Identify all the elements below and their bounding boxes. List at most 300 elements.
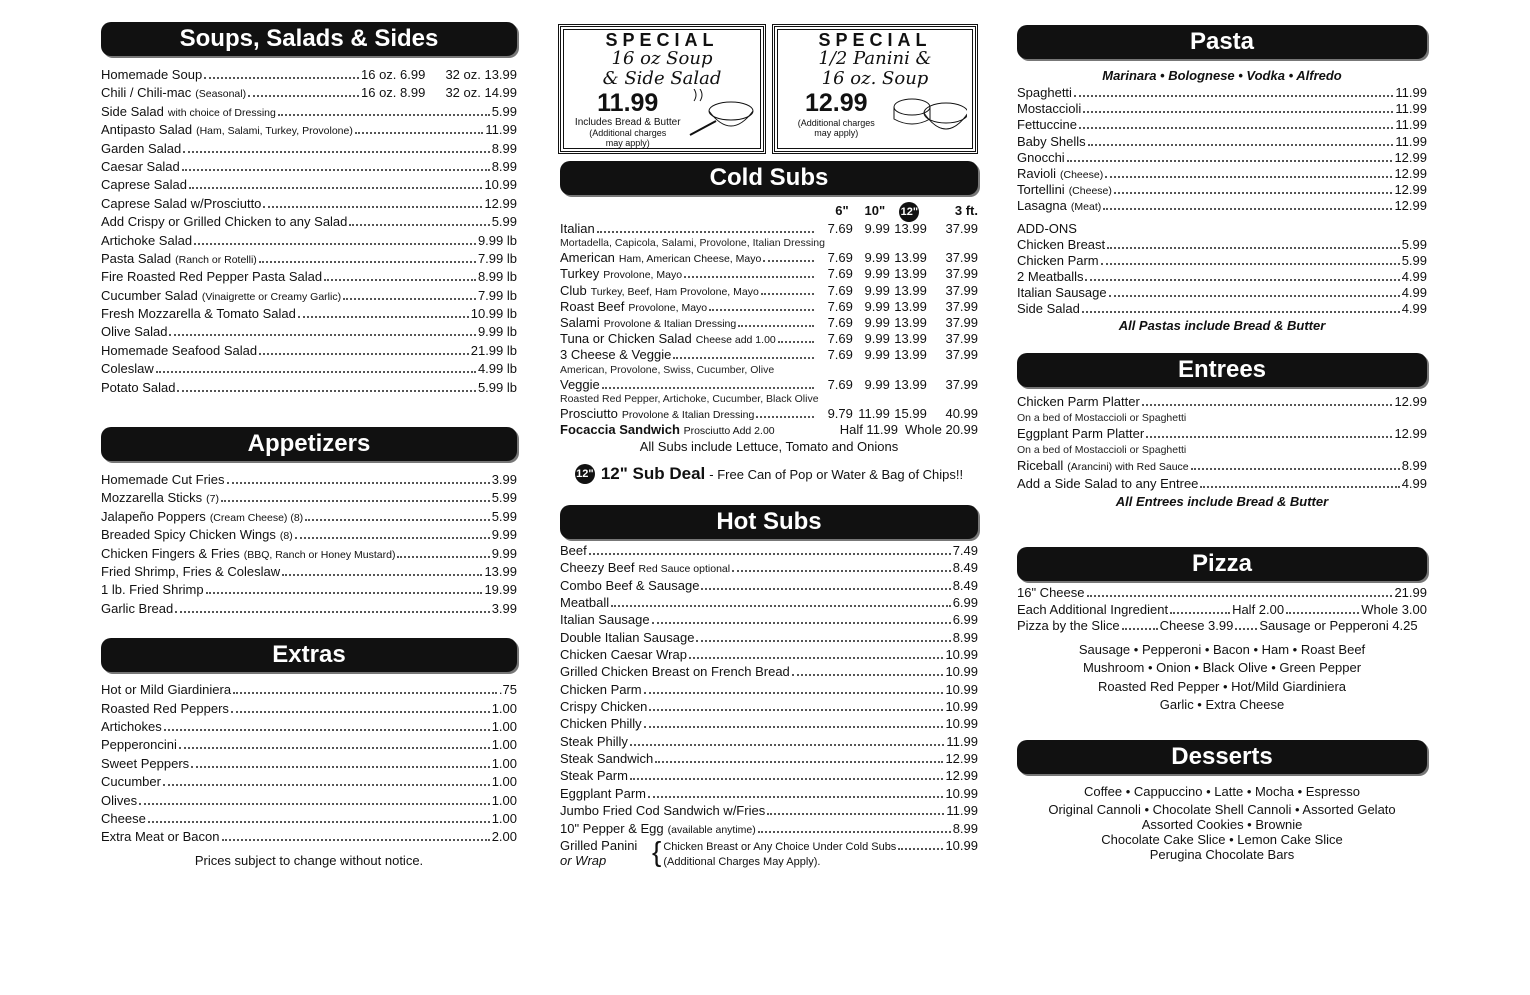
item-name: Lasagna	[1017, 198, 1067, 214]
special-line: 1/2 Panini &	[818, 48, 932, 69]
leader-dots	[611, 605, 951, 607]
menu-item-row	[101, 700, 517, 718]
pasta-header: Pasta	[1017, 25, 1427, 59]
item-price: 4.99	[1401, 301, 1427, 317]
item-price: 11.99	[1395, 85, 1427, 100]
item-desc: (Cheese)	[1060, 168, 1104, 181]
menu-item-row	[101, 84, 517, 102]
menu-item-row	[101, 140, 517, 158]
special-line: & Side Salad	[602, 68, 722, 89]
panini-price: 10.99	[945, 838, 978, 853]
menu-item-row	[101, 323, 517, 341]
item-name: Jumbo Fried Cod Sandwich w/Fries	[560, 803, 766, 819]
cold-sub-price: 13.99	[894, 376, 927, 392]
cold-sub-name-cell	[560, 406, 816, 423]
item-desc: (8)	[279, 530, 293, 543]
item-name: Fried Shrimp, Fries & Coleslaw	[101, 563, 281, 579]
item-desc: Cheese add 1.00	[695, 334, 776, 347]
cold-sub-price: 9.99	[864, 221, 890, 236]
column-right	[1017, 0, 1427, 862]
item-price: 11.99	[1395, 117, 1427, 133]
leader-dots	[206, 592, 483, 594]
item-desc: (Seasonal)	[195, 88, 247, 101]
pasta-sauces: Marinara • Bolognese • Vodka • Alfredo	[1102, 68, 1342, 83]
item-size-price: 32 oz. 14.99	[445, 85, 517, 101]
leader-dots	[602, 387, 814, 389]
cold-sub-row	[560, 377, 978, 393]
menu-item-row	[101, 681, 517, 699]
cold-sub-price: 9.99	[864, 376, 890, 392]
leader-dots	[1101, 263, 1400, 265]
sub-deal	[560, 464, 978, 484]
item-name: Turkey	[560, 266, 600, 282]
item-name: Beef	[560, 543, 587, 558]
menu-item-row	[101, 250, 517, 268]
menu-item-row	[1017, 198, 1427, 214]
sub-deal-badge: 12"	[575, 464, 595, 484]
menu-item-row	[101, 360, 517, 378]
item-name: 2 Meatballs	[1017, 268, 1084, 284]
item-name: Riceball	[1017, 458, 1064, 474]
item-size-price: 16 oz. 8.99	[361, 85, 426, 101]
size-3ft: 3 ft.	[954, 203, 979, 218]
item-price: 4.99	[1401, 285, 1427, 301]
menu-item-row	[1017, 425, 1427, 443]
item-name: Veggie	[560, 376, 600, 392]
leader-dots	[194, 243, 476, 245]
cold-sub-price: 7.69	[827, 282, 853, 298]
leader-dots	[163, 784, 490, 786]
item-name: Gnocchi	[1017, 149, 1065, 165]
item-name: Steak Parm	[560, 768, 628, 784]
leader-dots	[183, 151, 489, 153]
menu-item-row	[101, 287, 517, 305]
item-name: Cucumber Salad	[101, 287, 198, 303]
item-name: 3 Cheese & Veggie	[560, 347, 672, 363]
item-size-price: 32 oz. 13.99	[445, 67, 517, 82]
item-price: 9.99	[491, 527, 517, 543]
special-note: Includes Bread & Butter	[574, 117, 681, 128]
item-desc: (Cheese)	[1068, 185, 1112, 198]
special-note: (Additional charges	[797, 118, 875, 128]
item-price: 12.99	[1394, 165, 1427, 181]
entrees-header: Entrees	[1017, 353, 1427, 387]
cold-sub-price: 15.99	[894, 405, 927, 421]
menu-item-row	[560, 594, 978, 611]
hot-subs-header: Hot Subs	[560, 505, 978, 539]
item-desc: (Ranch or Rotelli)	[175, 253, 257, 266]
item-name: Pasta Salad	[101, 250, 172, 266]
cold-sub-price: 37.99	[945, 347, 979, 363]
leader-dots	[792, 674, 944, 676]
menu-item-row	[560, 785, 978, 802]
soups-header: Soups, Salads & Sides	[101, 22, 517, 56]
item-price: 1.00	[491, 718, 517, 734]
item-price: 12.99	[945, 768, 978, 784]
leader-dots	[673, 357, 814, 359]
item-name: Caesar Salad	[101, 158, 180, 174]
leader-dots	[177, 390, 476, 392]
pizza-cheese-price: 21.99	[1394, 585, 1427, 601]
cold-sub-name-cell	[560, 266, 816, 283]
item-price: 4.99	[1401, 476, 1427, 492]
cold-sub-name-cell	[560, 377, 816, 393]
item-price: 10.99	[945, 716, 978, 732]
item-price: 5.99	[1401, 236, 1427, 252]
addons-list	[1017, 237, 1427, 318]
leader-dots	[191, 766, 490, 768]
item-note: Mortadella, Capicola, Salami, Provolone, Italian Dressing	[560, 237, 825, 250]
size-12-badge: 12"	[899, 202, 919, 222]
special-price: 11.99	[597, 89, 659, 117]
menu-item-row	[1017, 117, 1427, 133]
item-price: 8.99 lb	[477, 269, 517, 285]
item-name: Cheese	[101, 810, 146, 826]
item-price: 1.00	[491, 700, 517, 716]
item-price: 11.99	[946, 733, 978, 749]
topping-line: Mushroom • Onion • Black Olive • Green Pepper	[1082, 660, 1362, 676]
item-price: 12.99	[945, 751, 978, 767]
item-name: Chicken Parm Platter	[1017, 394, 1140, 410]
leader-dots	[630, 778, 944, 780]
pasta-list	[1017, 85, 1427, 215]
leader-dots	[778, 341, 814, 343]
leader-dots	[259, 353, 469, 355]
cold-subs-list	[560, 221, 978, 422]
leader-dots	[655, 761, 943, 763]
leader-dots	[182, 169, 490, 171]
item-price: 7.99 lb	[477, 250, 517, 266]
item-name: Double Italian Sausage	[560, 629, 695, 645]
item-name: Crispy Chicken	[560, 699, 648, 715]
pizza-header: Pizza	[1017, 547, 1427, 581]
item-name: Combo Beef & Sausage	[560, 577, 700, 593]
size-10: 10"	[864, 203, 886, 218]
item-note: On a bed of Mostaccioli or Spaghetti	[1017, 412, 1187, 425]
cold-sub-price: 7.69	[827, 347, 853, 363]
item-desc: Provolone, Mayo	[603, 269, 683, 282]
leader-dots	[1105, 176, 1392, 178]
menu-item-row	[101, 121, 517, 139]
item-price: 8.99	[491, 158, 517, 174]
leader-dots	[298, 316, 469, 318]
menu-item-row	[101, 232, 517, 250]
menu-item-row	[1017, 269, 1427, 285]
menu-item-row	[560, 663, 978, 680]
item-name: Club	[560, 282, 587, 298]
special-line: 16 oz Soup	[611, 48, 713, 69]
item-name: Tortellini	[1017, 182, 1065, 198]
cold-sub-price: 7.69	[827, 221, 853, 236]
leader-dots	[1114, 192, 1393, 194]
item-name: Eggplant Parm	[560, 785, 646, 801]
panini-desc1: Chicken Breast or Any Choice Under Cold Subs	[663, 841, 897, 853]
menu-item-row	[560, 820, 978, 837]
leader-dots	[221, 500, 490, 502]
leader-dots	[1085, 279, 1399, 281]
item-desc: (Ham, Salami, Turkey, Provolone)	[196, 125, 353, 138]
menu-item-row	[101, 600, 517, 618]
menu-item-row	[560, 559, 978, 576]
item-name: Sweet Peppers	[101, 755, 190, 771]
soups-list	[101, 66, 517, 397]
size-6: 6"	[835, 203, 849, 218]
leader-dots	[1107, 247, 1400, 249]
leader-dots	[701, 588, 950, 590]
item-name: Tuna or Chicken Salad	[560, 331, 692, 347]
item-price: 4.99	[1401, 268, 1427, 284]
item-name: Cucumber	[101, 774, 161, 790]
cold-sub-price: 37.99	[945, 250, 979, 266]
item-name: Eggplant Parm Platter	[1017, 426, 1145, 442]
leader-dots	[355, 132, 484, 134]
item-note: Roasted Red Pepper, Artichoke, Cucumber, Black Olive	[560, 392, 819, 405]
cold-sub-row	[560, 315, 978, 331]
menu-item-row	[560, 629, 978, 646]
item-note: American, Provolone, Swiss, Cucumber, Olive	[560, 363, 775, 376]
pizza-slice-row	[1017, 618, 1427, 634]
leader-dots	[139, 803, 490, 805]
panini-row: Grilled Panini or Wrap { Chicken Breast or Any Choice Under Cold Subs 10.99 (Additional Charges May Apply).	[560, 836, 978, 868]
menu-item-row	[560, 611, 978, 628]
item-price: 12.99	[1394, 182, 1427, 198]
desserts-list	[1017, 782, 1427, 862]
item-name: Fresh Mozzarella & Tomato Salad	[101, 306, 296, 322]
item-desc: (Arancini) with Red Sauce	[1067, 461, 1189, 474]
item-name: Chicken Parm	[560, 681, 642, 697]
focaccia-row	[560, 422, 978, 438]
item-price: 1.00	[491, 810, 517, 826]
menu-item-row	[1017, 301, 1427, 317]
menu-item-row	[101, 66, 517, 84]
leader-dots	[248, 95, 359, 97]
item-price: 12.99	[1394, 426, 1427, 442]
item-price: 2.00	[491, 829, 517, 845]
focaccia-whole: Whole 20.99	[905, 421, 978, 437]
item-desc: with choice of Dressing	[167, 106, 276, 119]
pizza-cheese-name: 16" Cheese	[1017, 585, 1085, 601]
topping-line: Sausage • Pepperoni • Bacon • Ham • Roast Beef	[1078, 642, 1366, 657]
cold-sub-price: 7.69	[827, 331, 853, 347]
item-price: .75	[498, 682, 517, 698]
menu-item-row	[101, 526, 517, 544]
leader-dots	[738, 325, 814, 327]
leader-dots	[179, 747, 490, 749]
cold-subs-header: Cold Subs	[560, 161, 978, 195]
leader-dots	[1200, 486, 1399, 488]
leader-dots	[189, 187, 482, 189]
prices-notice: Prices subject to change without notice.	[194, 852, 424, 868]
item-name: Homemade Seafood Salad	[101, 342, 258, 358]
item-price: 9.99 lb	[477, 324, 517, 340]
panini-line1: Grilled Panini	[560, 838, 638, 853]
item-price: 13.99	[484, 563, 517, 579]
item-desc: (7)	[206, 493, 219, 506]
item-price: 10.99	[945, 664, 978, 680]
leader-dots	[696, 640, 950, 642]
menu-item-row	[101, 195, 517, 213]
item-name: Chicken Caesar Wrap	[560, 647, 687, 663]
menu-item-row	[1017, 253, 1427, 269]
leader-dots	[648, 796, 943, 798]
leader-dots	[763, 260, 814, 262]
topping-line: Garlic • Extra Cheese	[1159, 697, 1285, 713]
item-size-price: 16 oz. 6.99	[361, 67, 426, 82]
pizza-slice-cheese: Cheese 3.99	[1159, 617, 1234, 633]
cold-sub-price: 13.99	[894, 266, 927, 282]
item-price: 1.00	[491, 737, 517, 753]
item-price: 19.99	[484, 582, 517, 598]
menu-item-row	[560, 767, 978, 784]
item-name: Roast Beef	[560, 298, 625, 314]
item-price: 4.99 lb	[477, 361, 517, 377]
item-name: Chili / Chili-mac	[101, 85, 192, 101]
item-price: 10.99	[484, 177, 517, 193]
item-name: Cheezy Beef	[560, 560, 635, 576]
item-name: Homemade Cut Fries	[101, 472, 225, 488]
leader-dots	[732, 570, 951, 572]
cold-sub-name-cell	[560, 250, 816, 267]
item-price: 12.99	[1394, 394, 1427, 410]
item-name: Ravioli	[1017, 165, 1057, 181]
cold-sub-price: 13.99	[894, 250, 927, 266]
item-name: Extra Meat or Bacon	[101, 829, 220, 845]
cold-sub-price: 37.99	[945, 376, 979, 392]
item-price: 6.99	[952, 595, 978, 611]
item-price: 5.99	[1401, 252, 1427, 268]
cold-sub-name-cell	[560, 331, 816, 348]
item-name: Roasted Red Peppers	[101, 700, 229, 716]
menu-item-row	[101, 268, 517, 286]
item-name: Breaded Spicy Chicken Wings	[101, 527, 276, 543]
item-name: 10" Pepper & Egg	[560, 820, 664, 836]
cold-sub-price: 13.99	[894, 331, 927, 347]
special-line: 16 oz. Soup	[821, 68, 929, 89]
item-price: 5.99 lb	[477, 379, 517, 395]
item-price: 10.99	[945, 699, 978, 715]
leader-dots	[169, 334, 475, 336]
item-price: 8.99	[952, 629, 978, 645]
menu-item-row	[101, 810, 517, 828]
menu-item-row	[101, 379, 517, 397]
item-name: Grilled Chicken Breast on French Bread	[560, 664, 790, 680]
menu-item-row	[101, 545, 517, 563]
item-name: Garlic Bread	[101, 600, 174, 616]
item-desc: Red Sauce optional	[638, 563, 731, 576]
cold-sub-row	[560, 283, 978, 299]
item-name: Caprese Salad	[101, 177, 187, 193]
leader-dots	[227, 482, 490, 484]
menu-item-row	[101, 342, 517, 360]
leader-dots	[709, 309, 814, 311]
hot-subs-list	[560, 542, 978, 837]
item-price: 9.99 lb	[477, 232, 517, 248]
item-price: 8.99	[952, 820, 978, 836]
cold-sub-price: 9.99	[864, 282, 890, 298]
leader-dots	[1109, 295, 1400, 297]
item-price: 5.99	[491, 214, 517, 230]
menu-item-row	[1017, 101, 1427, 117]
leader-dots	[1191, 468, 1400, 470]
item-name: Prosciutto	[560, 405, 618, 421]
cold-sub-name-cell	[560, 347, 816, 363]
panini-line2: or Wrap	[560, 853, 607, 868]
cold-sub-price: 37.99	[945, 282, 979, 298]
menu-item-row	[101, 773, 517, 791]
menu-item-row	[560, 750, 978, 767]
cold-sub-row	[560, 406, 978, 422]
leader-dots	[644, 726, 944, 728]
menu-item-row	[1017, 166, 1427, 182]
item-desc: Provolone, Mayo	[628, 301, 708, 314]
leader-dots	[156, 371, 476, 373]
menu-item-row	[101, 489, 517, 507]
menu-item-row	[1017, 150, 1427, 166]
leader-dots	[231, 711, 490, 713]
item-price: 11.99	[946, 803, 978, 819]
leader-dots	[204, 77, 359, 79]
focaccia-desc: Prosciutto Add 2.00	[683, 424, 775, 437]
menu-item-row	[1017, 237, 1427, 253]
menu-item-row	[101, 471, 517, 489]
pizza-cheese-row	[1017, 585, 1427, 601]
menu-item-row	[101, 718, 517, 736]
item-price: 10.99	[945, 681, 978, 697]
cold-subs-size-header	[560, 201, 978, 221]
item-name: Garden Salad	[101, 140, 182, 156]
item-name: Steak Sandwich	[560, 751, 654, 767]
cold-sub-price: 37.99	[945, 314, 979, 330]
item-name: Potato Salad	[101, 379, 176, 395]
cold-sub-price: 13.99	[894, 314, 927, 330]
item-price: 11.99	[1395, 133, 1427, 149]
sub-deal-text: - Free Can of Pop or Water & Bag of Chips!!	[709, 466, 964, 482]
leader-dots	[397, 556, 489, 558]
cold-sub-price: 9.99	[864, 347, 890, 363]
menu-item-row	[101, 213, 517, 231]
item-name: Olive Salad	[101, 324, 168, 340]
item-price: 6.99	[952, 612, 978, 628]
leader-dots	[263, 206, 482, 208]
desserts-header: Desserts	[1017, 740, 1427, 774]
leader-dots	[1103, 208, 1392, 210]
leader-dots	[175, 611, 489, 613]
item-price: 8.99	[491, 140, 517, 156]
item-name: Fire Roasted Red Pepper Pasta Salad	[101, 269, 323, 285]
menu-item-row	[1017, 393, 1427, 411]
item-name: Salami	[560, 314, 600, 330]
menu-item-row	[560, 802, 978, 819]
cold-sub-row	[560, 299, 978, 315]
pizza-list	[1017, 585, 1427, 634]
item-name: Fettuccine	[1017, 117, 1077, 133]
subs-includes: All Subs include Lettuce, Tomato and Onions	[639, 439, 899, 455]
leader-dots	[259, 261, 476, 263]
cold-sub-row	[560, 250, 978, 266]
leader-dots	[222, 839, 490, 841]
item-price: 5.99	[491, 490, 517, 506]
leader-dots	[684, 276, 814, 278]
item-name: Artichoke Salad	[101, 232, 193, 248]
menu-item-row	[101, 736, 517, 754]
special-soup-salad	[558, 24, 766, 154]
soup-bowl-icon	[686, 89, 755, 139]
item-desc: Provolone & Italian Dressing	[621, 408, 755, 421]
item-price: 12.99	[484, 195, 517, 211]
extras-header: Extras	[101, 638, 517, 672]
menu-item-row	[1017, 475, 1427, 493]
item-name: Meatball	[560, 595, 610, 611]
